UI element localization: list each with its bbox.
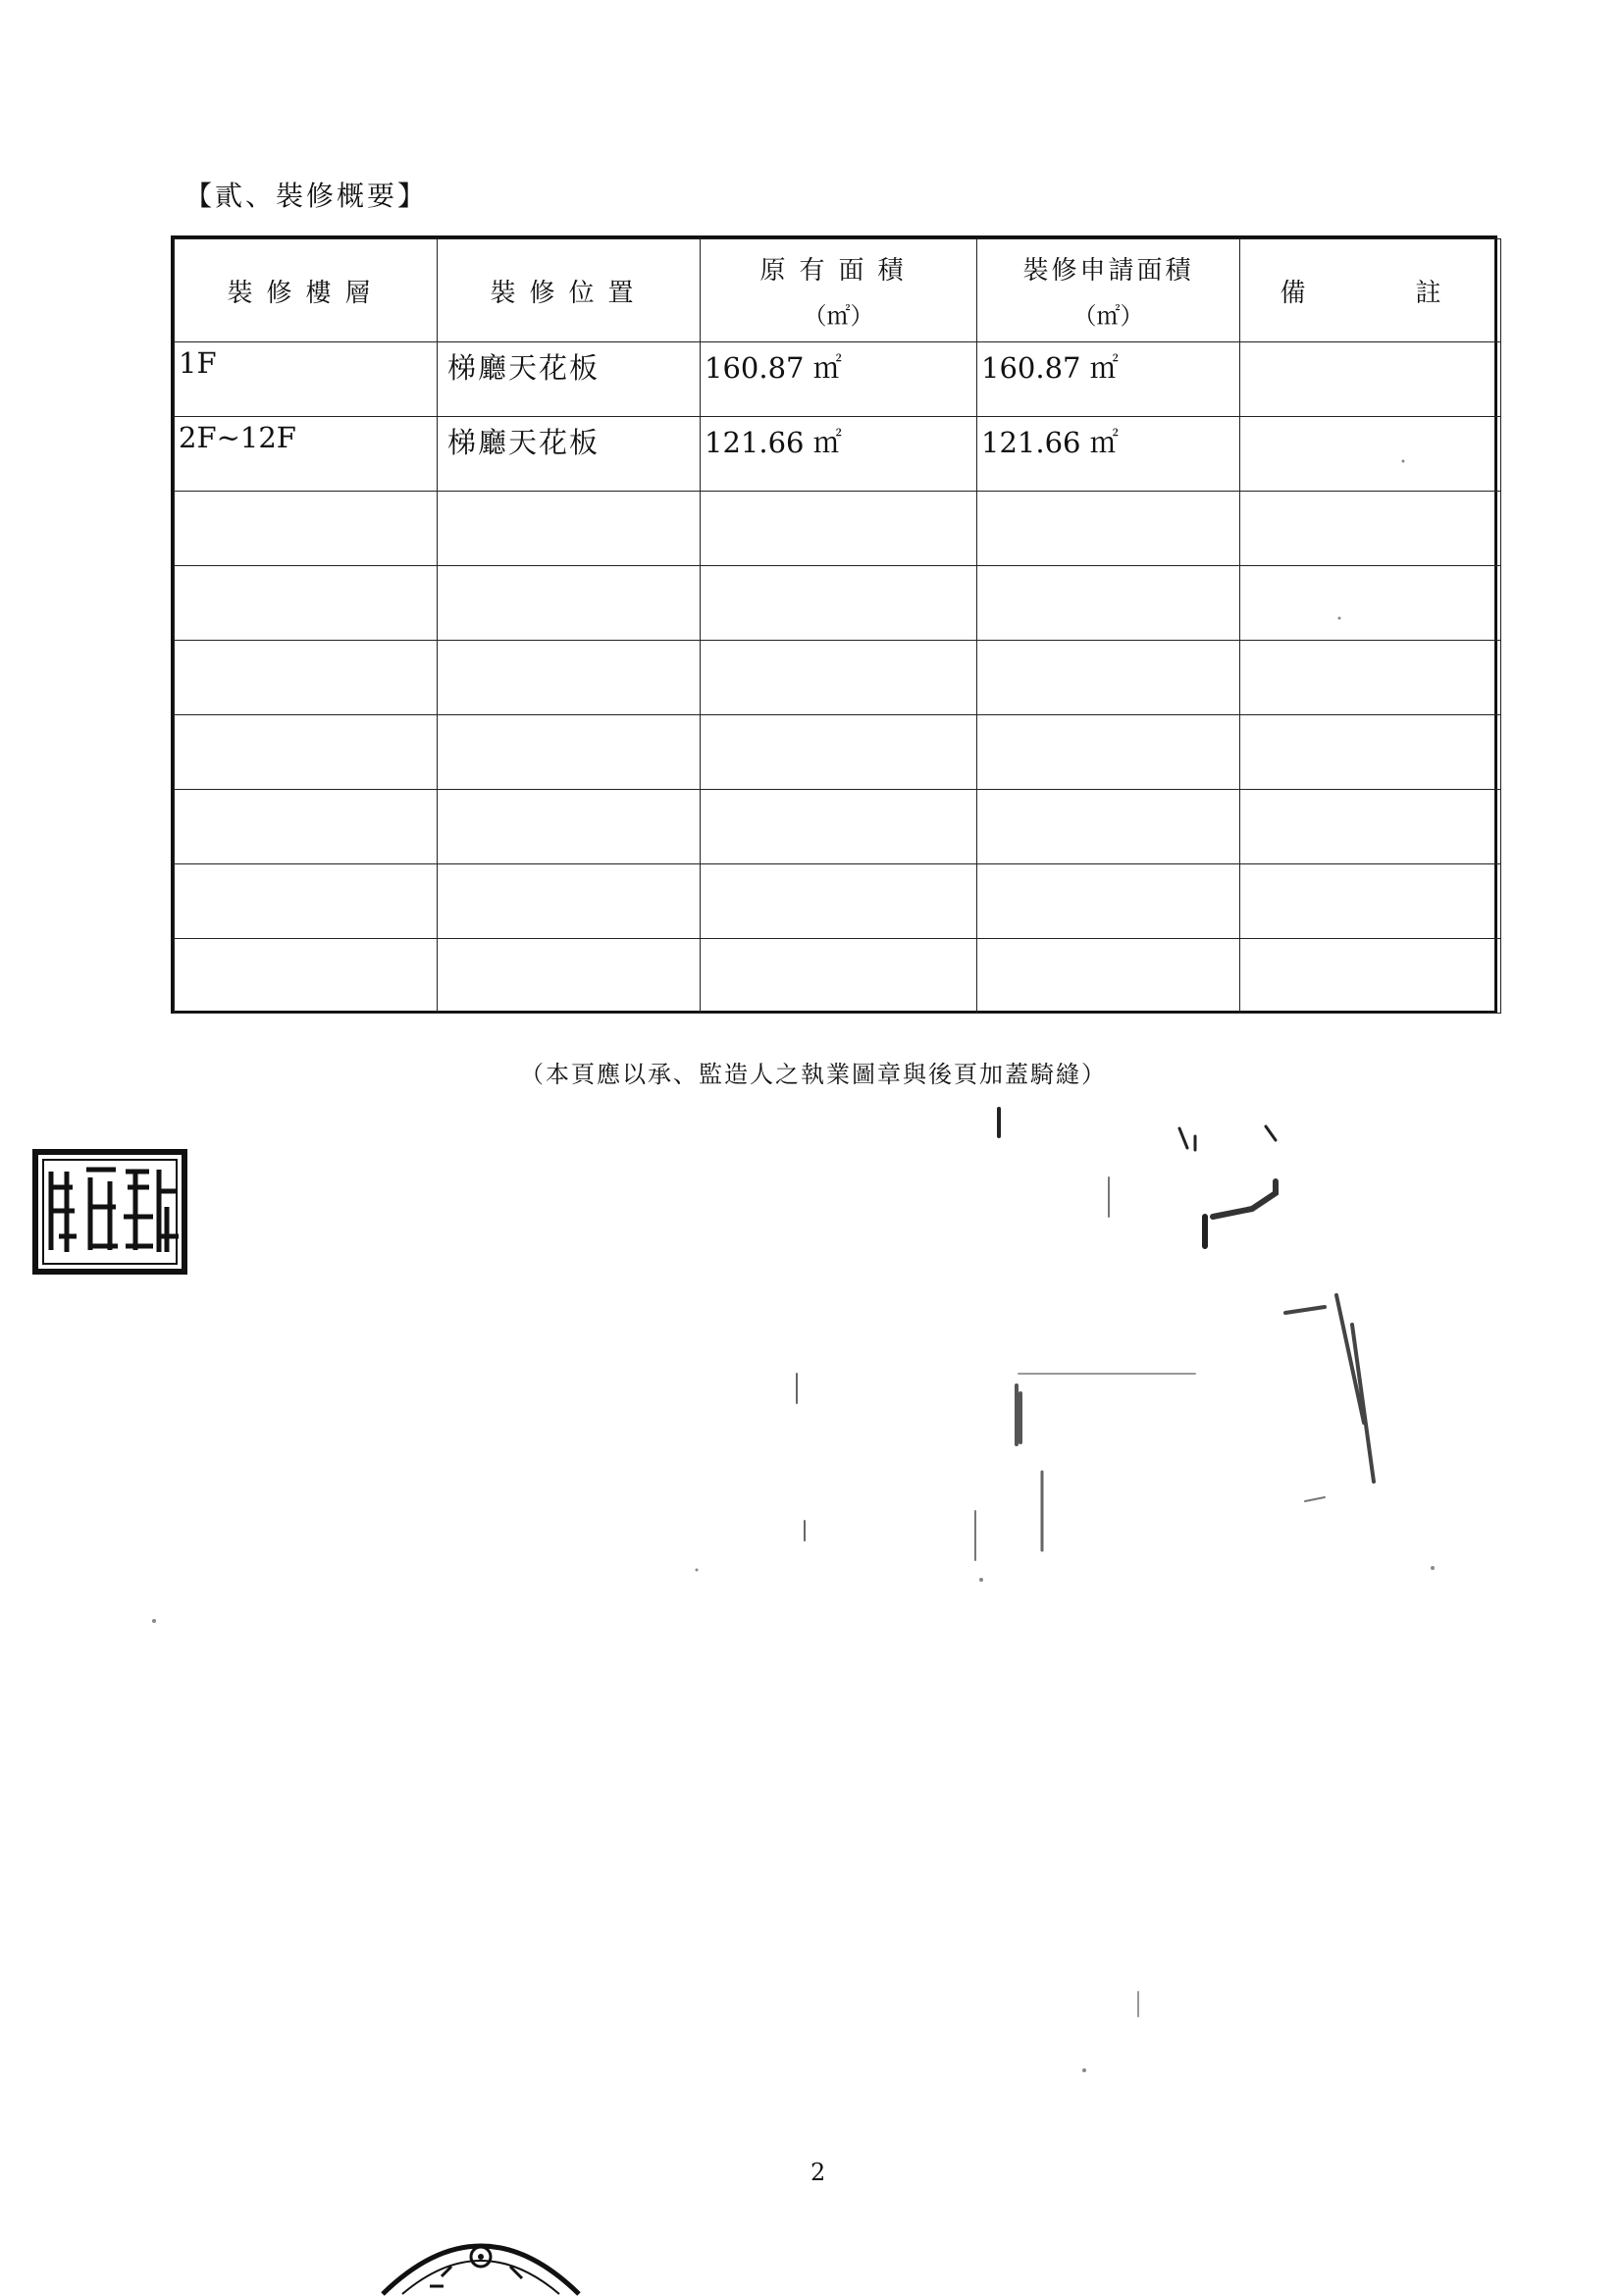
header-location: 裝修位置 (438, 239, 701, 342)
cell-floor: 2F~12F (175, 417, 438, 492)
section-title: 【貳、裝修概要】 (184, 180, 429, 212)
footnote: （本頁應以承、監造人之執業圖章與後頁加蓋騎縫） (520, 1061, 1107, 1088)
header-applied-area-unit: （㎡） (1072, 302, 1144, 330)
header-applied-area: 裝修申請面積 （㎡） (977, 239, 1240, 342)
cell-applied-area: 160.87 ㎡ (977, 342, 1240, 417)
cell-applied-area: 121.66 ㎡ (977, 417, 1240, 492)
page-number: 2 (810, 2159, 826, 2186)
header-remarks: 備 註 (1240, 239, 1501, 342)
cell-original-area: 160.87 ㎡ (701, 342, 977, 417)
cell-original-area: 121.66 ㎡ (701, 417, 977, 492)
cell-floor: 1F (175, 342, 438, 417)
header-original-area: 原有面積 （㎡） (701, 239, 977, 342)
cell-location: 梯廳天花板 (438, 417, 701, 492)
header-floor: 裝修樓層 (175, 239, 438, 342)
header-original-area-unit: （㎡） (803, 302, 874, 330)
cell-location: 梯廳天花板 (438, 342, 701, 417)
